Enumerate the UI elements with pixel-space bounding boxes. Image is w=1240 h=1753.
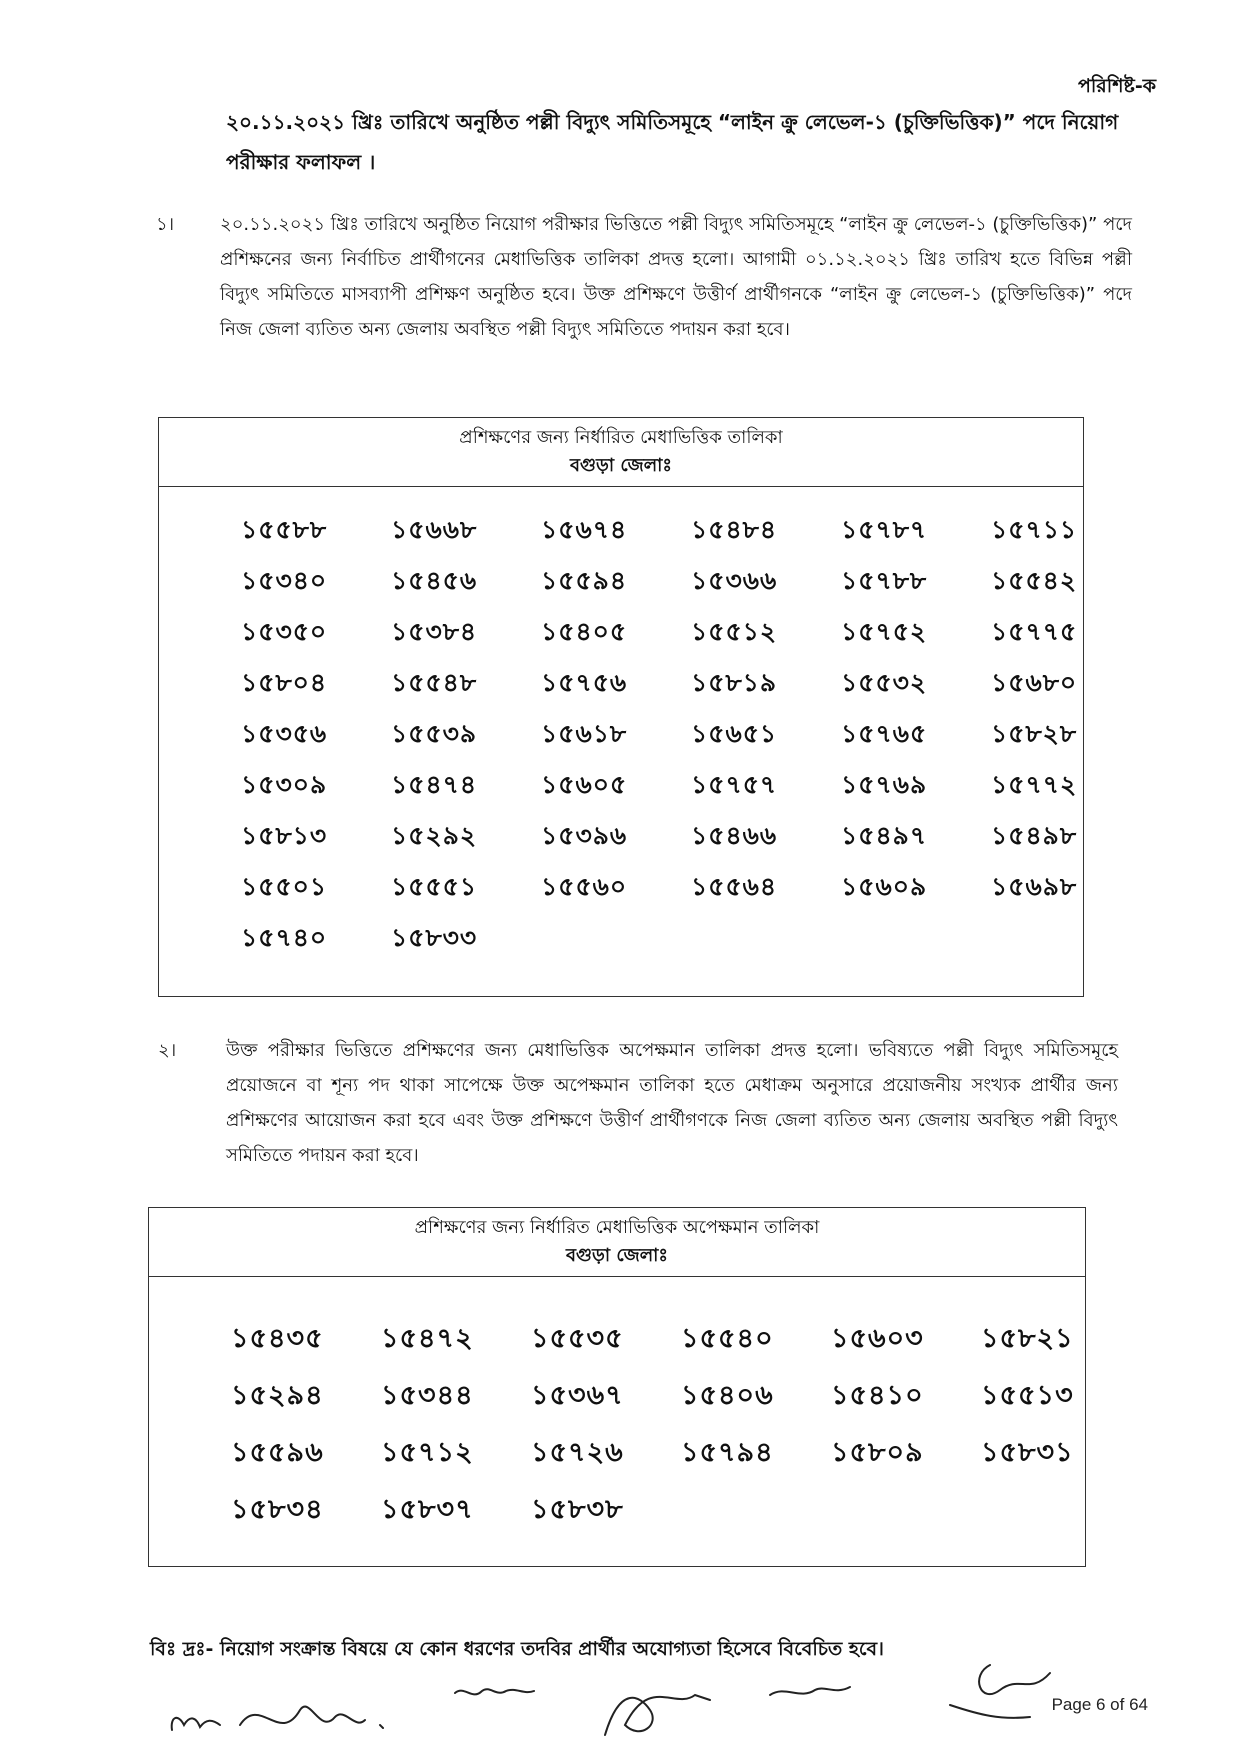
merit-list-table [158,417,1084,997]
signature-2 [240,1707,383,1728]
page-number: Page 6 of 64 [1051,1695,1148,1714]
merit-list-title: প্রশিক্ষণের জন্য নির্ধারিত মেধাভিত্তিক তালিকা [459,427,783,448]
roll-number: ১৫৫১২ [691,617,778,646]
roll-number: ১৫৮৩৩ [391,923,478,952]
roll-number: ১৫৭৬৯ [841,770,928,799]
roll-number: ১৫২৯২ [391,821,478,850]
signature-6 [950,1665,1050,1718]
merit-list-district: বগুড়া জেলাঃ [570,455,672,476]
roll-number: ১৫৭৫২ [841,617,928,646]
roll-number: ১৫৩৫০ [241,617,328,646]
roll-number: ১৫৬৮০ [991,668,1078,697]
waiting-list-header [149,1208,1085,1277]
roll-number: ১৫৭৭৫ [991,617,1078,646]
roll-number: ১৫৫৩৯ [391,719,478,748]
section-1-text: ২০.১১.২০২১ খ্রিঃ তারিখে অনুষ্ঠিত নিয়োগ পরীক্ষার ভিত্তিতে পল্লী বিদ্যুৎ সমিতিসমূহে “লাইন ক্রু লেভেল-১ (চুক্তিভিত্তিক)” পদে প্রশিক্ষনের জন্য নির্বাচিত প্রার্থীগনের মেধাভিত্তিক তালিকা প্রদত্ত হলো। আগামী ০১.১২.২০২১ খ্রিঃ তারিখ হতে বিভিন্ন পল্লী বিদ্যুৎ সমিতিতে মাসব্যাপী প্রশিক্ষণ অনুষ্ঠিত হবে। উক্ত প্রশিক্ষণে উত্তীর্ণ প্রার্থীগনকে “লাইন ক্রু লেভেল-১ (চুক্তিভিত্তিক)” পদে নিজ জেলা ব্যতিত অন্য জেলায় অবস্থিত পল্লী বিদ্যুৎ সমিতিতে পদায়ন করা হবে। [220,214,1132,340]
section-1-paragraph [156,207,1132,347]
roll-number: ১৫৭৫৬ [541,668,628,697]
waiting-list-table [148,1207,1086,1567]
roll-number: ১৫৪০৫ [541,617,628,646]
signatures [150,1655,1090,1745]
section-2-paragraph [158,1033,1118,1173]
roll-number: ১৫৬০৯ [841,872,928,901]
roll-number: ১৫৪০৬ [681,1380,774,1411]
roll-number: ১৫৫৯৪ [541,566,628,595]
roll-number: ১৫৩০৯ [241,770,328,799]
roll-number: ১৫৪৯৮ [991,821,1078,850]
signature-3 [455,1689,534,1694]
roll-number: ১৫৩৪৪ [381,1380,474,1411]
roll-number: ১৫৪৭৪ [391,770,478,799]
signature-1 [172,1718,220,1730]
roll-number: ১৫৩৯৬ [541,821,628,850]
roll-number: ১৫২৯৪ [231,1380,324,1411]
roll-number: ১৫৫৩৫ [531,1323,624,1354]
roll-number: ১৫৫৩২ [841,668,928,697]
roll-number: ১৫৮০৯ [831,1437,924,1468]
roll-number: ১৫৭৫৭ [691,770,778,799]
roll-number: ১৫৪৭২ [381,1323,474,1354]
roll-number: ১৫৪৯৭ [841,821,928,850]
signature-4 [605,1695,710,1735]
waiting-list-district: বগুড়া জেলাঃ [566,1245,668,1266]
roll-number: ১৫৬৬৮ [391,515,478,544]
roll-number: ১৫৬৫১ [691,719,778,748]
roll-number: ১৫৪৮৪ [691,515,778,544]
roll-number: ১৫৪৬৬ [691,821,778,850]
roll-number: ১৫৬০৫ [541,770,628,799]
section-1-number: ১। [156,214,175,235]
roll-number: ১৫৮৩৪ [231,1494,324,1525]
roll-number: ১৫৫৪২ [991,566,1078,595]
roll-number: ১৫৬৭৪ [541,515,628,544]
roll-number: ১৫৫৮৮ [241,515,328,544]
roll-number: ১৫৬৯৮ [991,872,1078,901]
roll-number: ১৫৭৯৪ [681,1437,774,1468]
roll-number: ১৫৪৩৫ [231,1323,324,1354]
roll-number: ১৫৮১৩ [241,821,328,850]
roll-number: ১৫৮০৪ [241,668,328,697]
roll-number: ১৫৫৪৮ [391,668,478,697]
roll-number: ১৫৮২১ [981,1323,1074,1354]
roll-number: ১৫৬১৮ [541,719,628,748]
appendix-label: পরিশিষ্ট-ক [1077,75,1156,97]
section-2-text: উক্ত পরীক্ষার ভিত্তিতে প্রশিক্ষণের জন্য মেধাভিত্তিক অপেক্ষমান তালিকা প্রদত্ত হলো। ভবিষ্যতে পল্লী বিদ্যুৎ সমিতিসমূহে প্রয়োজনে বা শূন্য পদ থাকা সাপেক্ষে উক্ত অপেক্ষমান তালিকা হতে মেধাক্রম অনুসারে প্রয়োজনীয় সংখ্যক প্রার্থীর জন্য প্রশিক্ষণের আয়োজন করা হবে এবং উক্ত প্রশিক্ষণে উত্তীর্ণ প্রার্থীগণকে নিজ জেলা ব্যতিত অন্য জেলায় অবস্থিত পল্লী বিদ্যুৎ সমিতিতে পদায়ন করা হবে। [226,1040,1118,1166]
roll-number: ১৫৭৭২ [991,770,1078,799]
roll-number: ১৫৫৬৪ [691,872,778,901]
roll-number: ১৫৮৩৮ [531,1494,624,1525]
roll-number: ১৫৭৪০ [241,923,328,952]
roll-number: ১৫৭১১ [991,515,1078,544]
roll-number: ১৫৭৮৭ [841,515,928,544]
roll-number: ১৫৩৫৬ [241,719,328,748]
roll-number: ১৫৩৬৬ [691,566,778,595]
roll-number: ১৫৭৬৫ [841,719,928,748]
roll-number: ১৫৮৩৭ [381,1494,474,1525]
roll-number: ১৫৪৫৬ [391,566,478,595]
roll-number: ১৫৭২৬ [531,1437,624,1468]
roll-number: ১৫৬০৩ [831,1323,924,1354]
page-heading: ২০.১১.২০২১ খ্রিঃ তারিখে অনুষ্ঠিত পল্লী বিদ্যুৎ সমিতিসমূহে “লাইন ক্রু লেভেল-১ (চুক্তিভিত্তিক)” পদে নিয়োগ পরীক্ষার ফলাফল । [226,110,1119,174]
roll-number: ১৫৫৬০ [541,872,628,901]
section-2-number: ২। [158,1040,177,1061]
roll-number: ১৫৭৮৮ [841,566,928,595]
roll-number: ১৫৫০১ [241,872,328,901]
roll-number: ১৫৪১০ [831,1380,924,1411]
footer-note: বিঃ দ্রঃ- নিয়োগ সংক্রান্ত বিষয়ে যে কোন ধরণের তদবির প্রার্থীর অযোগ্যতা হিসেবে বিবেচিত হবে। [150,1638,884,1660]
roll-number: ১৫৩৮৪ [391,617,478,646]
roll-number: ১৫৫৯৬ [231,1437,324,1468]
roll-number: ১৫৫১৩ [981,1380,1074,1411]
roll-number: ১৫৮২৮ [991,719,1078,748]
roll-number: ১৫৩৪০ [241,566,328,595]
roll-number: ১৫৮১৯ [691,668,778,697]
roll-number: ১৫৫৫১ [391,872,478,901]
roll-number: ১৫৫৪০ [681,1323,774,1354]
roll-number: ১৫৮৩১ [981,1437,1074,1468]
waiting-list-title: প্রশিক্ষণের জন্য নির্ধারিত মেধাভিত্তিক অপেক্ষমান তালিকা [414,1217,820,1238]
merit-list-header [159,418,1083,487]
roll-number: ১৫৭১২ [381,1437,474,1468]
signature-5 [770,1687,850,1695]
roll-number: ১৫৩৬৭ [531,1380,624,1411]
